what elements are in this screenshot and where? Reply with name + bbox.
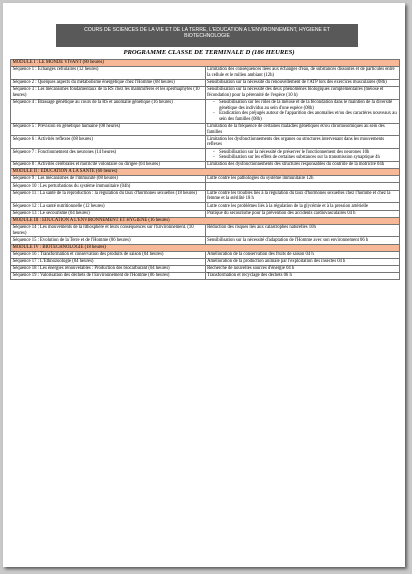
sequence-cell: Séquence 7 : Fonctionnement des neurones (14 heures) [11,149,206,162]
sequence-cell: Séquence 8 : Activités cérébrales et motricité volontaire ou dirigée (04 heures) [11,162,206,169]
module-header-row [11,60,400,67]
objective-text: Lutte contre les pathologies du système immunitaire 12h [207,176,314,182]
sequence-cell: Séquence 11 : La santé de la reproduction : la régulation du taux d'hormones sexuelles (18 heures) [11,190,206,203]
sequence-cell: Séquence 10 : Les perturbations du système immunitaire (04h) [11,183,206,190]
table-row [11,136,400,149]
table-row [11,266,400,273]
sequence-cell: Séquence 14 : Les mouvements de la lithosphère et leurs conséquences sur l'Environnement. (10 heures) [11,224,206,237]
module-header-row [11,244,400,251]
objective-text: Sensibilisation sur la nécessité d'adaptation de l'Homme avec son environnement 06 h [207,237,369,243]
objective-text: Amélioration de la production animale par l'exploitation des insectes 04 h [207,259,346,265]
table-row [11,251,400,258]
table-row [11,79,400,86]
objective-text: Amélioration de la conservation des fruits de saison 04 h [207,251,314,257]
objective-text: Transformation et recyclage des déchets 06 h [207,273,292,279]
module-header-row [11,217,400,224]
objective-cell [205,136,400,149]
program-table-body [11,60,400,280]
objective-cell [205,251,400,258]
objective-text: Réduction des risques liés aux catastrophes naturelles 10h [207,224,316,230]
module-label: MODULE III : EDUCATION A L'ENVIRONNEMENT ET HYGIENE (16 heures) [11,217,400,224]
banner-line-2: BIOTECHNOLOGIE [184,33,230,40]
table-row [11,273,400,280]
sequence-cell: Séquence 15 : Evolution de la Terre et de l'Homme (06 heures) [11,237,206,244]
objective-cell [205,273,400,280]
objective-cell [205,79,400,86]
table-row [11,237,400,244]
objective-cell [205,266,400,273]
list-item: - Sensibilisation sur la nécessité de préserver le fonctionnement des neurones 10h [213,150,397,156]
list-item: - Sensibilisation sur les rôles de la méiose et de la fécondation dans le maintien de la diversité génétique des individus au sein d'une espèce (08h) [213,100,397,111]
objective-cell [205,190,400,203]
module-header-row [11,169,400,176]
objective-text: Lutte contre les problèmes liés à la régulation de la glycémie et à la pression artérielle [207,203,369,209]
sequence-cell: Séquence 12 : La santé nutritionnelle (12 heures) [11,203,206,210]
objective-list [207,150,397,161]
objective-cell [205,203,400,210]
objective-list [207,100,397,122]
objective-cell [205,123,400,136]
sequence-cell: Séquence 2 : Quelques aspects du métabolisme énergétique chez l'Homme (08 heures) [11,79,206,86]
sequence-cell: Séquence 3 : Les mécanismes fondamentaux de la RS chez les mammifères et les spermaphytes (10 heures) [11,86,206,99]
table-row [11,123,400,136]
objective-text: Limitation les dysfonctionnements des organes ou structures intervenant dans les mouvements reflexes [207,136,385,148]
objective-cell [205,149,400,162]
objective-cell [205,86,400,99]
objective-cell [205,66,400,79]
table-row [11,224,400,237]
objective-text: Sensibilisation sur la nécessité du renouvellement de l'ATP lors des exercices musculaires (08h) [207,80,387,86]
module-label: MODULE IV : BIOTECHNOLOGIE (18 heures) [11,244,400,251]
table-row [11,86,400,99]
objective-text: Limitation des dysfonctionnements des structures responsables du contrôle de la motricité 04h [207,162,385,168]
objective-cell [205,176,400,183]
course-banner [56,24,358,47]
table-row [11,149,400,162]
objective-cell [205,258,400,265]
objective-text: Recherche de nouvelles sources d'énergie 04 h [207,266,295,272]
objective-cell [205,162,400,169]
objective-text: Limitation de la fréquence de certaines maladies génétiques et/ou chromosomiques au sein des familles [207,123,385,135]
objective-text: Pratique du secourisme pour la prévention des accidents cardiovasculaires 04 h [207,210,356,216]
sequence-cell: Séquence 16 : Transformation et conservation des produits de saison (04 heures) [11,251,206,258]
document-page [3,3,405,567]
module-label: MODULE II : EDUCATION A LA SANTE (60 heures) [11,169,400,176]
sequence-cell: Séquence 6 : Activités reflexes (08 heures) [11,136,206,149]
table-row [11,203,400,210]
sequence-cell: Séquence 18 : Les énergies renouvelables : Production des biocarburant (04 heures) [11,266,206,273]
table-row [11,183,400,190]
table-row [11,190,400,203]
objective-text: Limitation des conséquences liées aux échanges d'eau, de substances dissoutes et de particules entre la cellule et le milieu ambiant (12h) [207,67,395,78]
sequence-cell: Séquence 9 : Les mécanismes de l'immunité (08 heures) [11,176,206,183]
sequence-cell: Séquence 4 : Brassage génétique au cours de la RS et anomalie génétique (16 heures) [11,99,206,123]
sequence-cell: Séquence 17 : L'Ethnozoologie (04 heures) [11,258,206,265]
sequence-cell: Séquence 1 : Echanges cellulaires (12 heures) [11,66,206,79]
list-item: - Sensibilisation sur les effets de certaines substances sur la transmission synaptique 4h [213,155,397,161]
objective-cell [205,99,400,123]
table-row [11,99,400,123]
sequence-cell: Séquence 19 : Valorisation des déchets de l'Environnement de l'Homme (06 heures) [11,273,206,280]
objective-text: Sensibilisation sur la nécessité des deux phénomènes biologiques complémentaires (méiose et fécondation) pour la pérennité de l'espèce (10 h) [207,87,384,98]
objective-cell [205,210,400,217]
objective-text: Lutte contre les troubles liés à la régulation du taux d'hormones sexuelles chez l'homme et chez la femme et la stérilité 18 h [207,190,391,202]
banner-line-1: COURS DE SCIENCES DE LA VIE ET DE LA TERRE, L'EDUCATION A L'ENVIRONNEMENT, HYGIENE ET [84,27,330,33]
table-row [11,210,400,217]
table-row [11,66,400,79]
sequence-cell: Séquence 5 : Prévision en génétique humaine (08 heures) [11,123,206,136]
program-title: PROGRAMME CLASSE DE TERMINALE D (186 HEURES) [123,49,295,56]
module-label: MODULE I : LE MONDE VIVANT (80 heures) [11,60,400,67]
list-item: - Eradication des préjugés autour de l'apparition des anomalies et/ou des caractères nouveaux au sein des familles (08h) [213,111,397,122]
objective-cell [205,224,400,237]
objective-cell [205,183,400,190]
sequence-cell: Séquence 13 : Le secourisme (04 heures) [11,210,206,217]
table-row [11,162,400,169]
table-row [11,176,400,183]
program-table [10,59,400,280]
objective-cell [205,237,400,244]
table-row [11,258,400,265]
